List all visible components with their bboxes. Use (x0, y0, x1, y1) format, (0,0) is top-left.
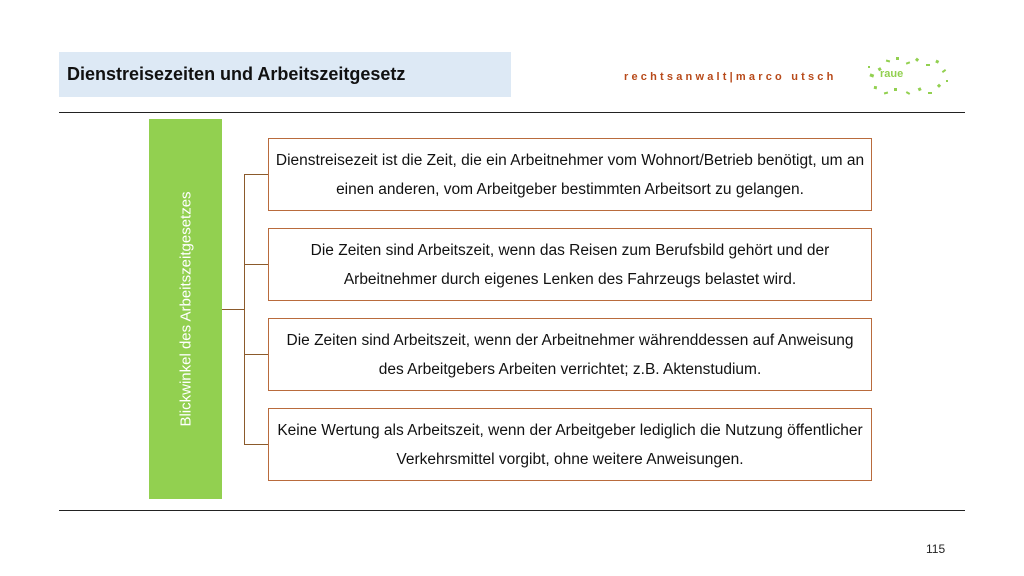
connector-branch-4 (244, 444, 268, 445)
title-banner (59, 52, 511, 97)
connector-branch-3 (244, 354, 268, 355)
page-number: 115 (926, 542, 946, 556)
footer-divider (59, 510, 965, 511)
connector-branch-1 (244, 174, 268, 175)
statement-box-3: Die Zeiten sind Arbeitszeit, wenn der Arbeitnehmer währenddessen auf Anweisung des Arbeitgebers Arbeiten verrichtet; z.B. Aktenstudium. (268, 318, 872, 391)
connector-branch-2 (244, 264, 268, 265)
header-divider (59, 112, 965, 113)
statement-box-1: Dienstreisezeit ist die Zeit, die ein Arbeitnehmer vom Wohnort/Betrieb benötigt, um an einen anderen, vom Arbeitgeber bestimmten Arbeitsort zu gelangen. (268, 138, 872, 211)
statement-box-2: Die Zeiten sind Arbeitszeit, wenn das Reisen zum Berufsbild gehört und der Arbeitnehmer durch eigenes Lenken des Fahrzeugs belastet wird. (268, 228, 872, 301)
leaf-logo-icon (866, 54, 950, 98)
logo-wordmark: raue (880, 68, 904, 80)
category-label: Blickwinkel des Arbeitszeitgesetzes (177, 191, 195, 427)
connector-trunk (244, 174, 245, 444)
statement-box-4: Keine Wertung als Arbeitszeit, wenn der Arbeitgeber lediglich die Nutzung öffentlicher Verkehrsmittel vorgibt, ohne weitere Anweisungen. (268, 408, 872, 481)
page-title: Dienstreisezeiten und Arbeitszeitgesetz (67, 64, 406, 84)
connector-stub (222, 309, 244, 310)
brand-name: rechtsanwalt|marco utsch (624, 71, 837, 83)
